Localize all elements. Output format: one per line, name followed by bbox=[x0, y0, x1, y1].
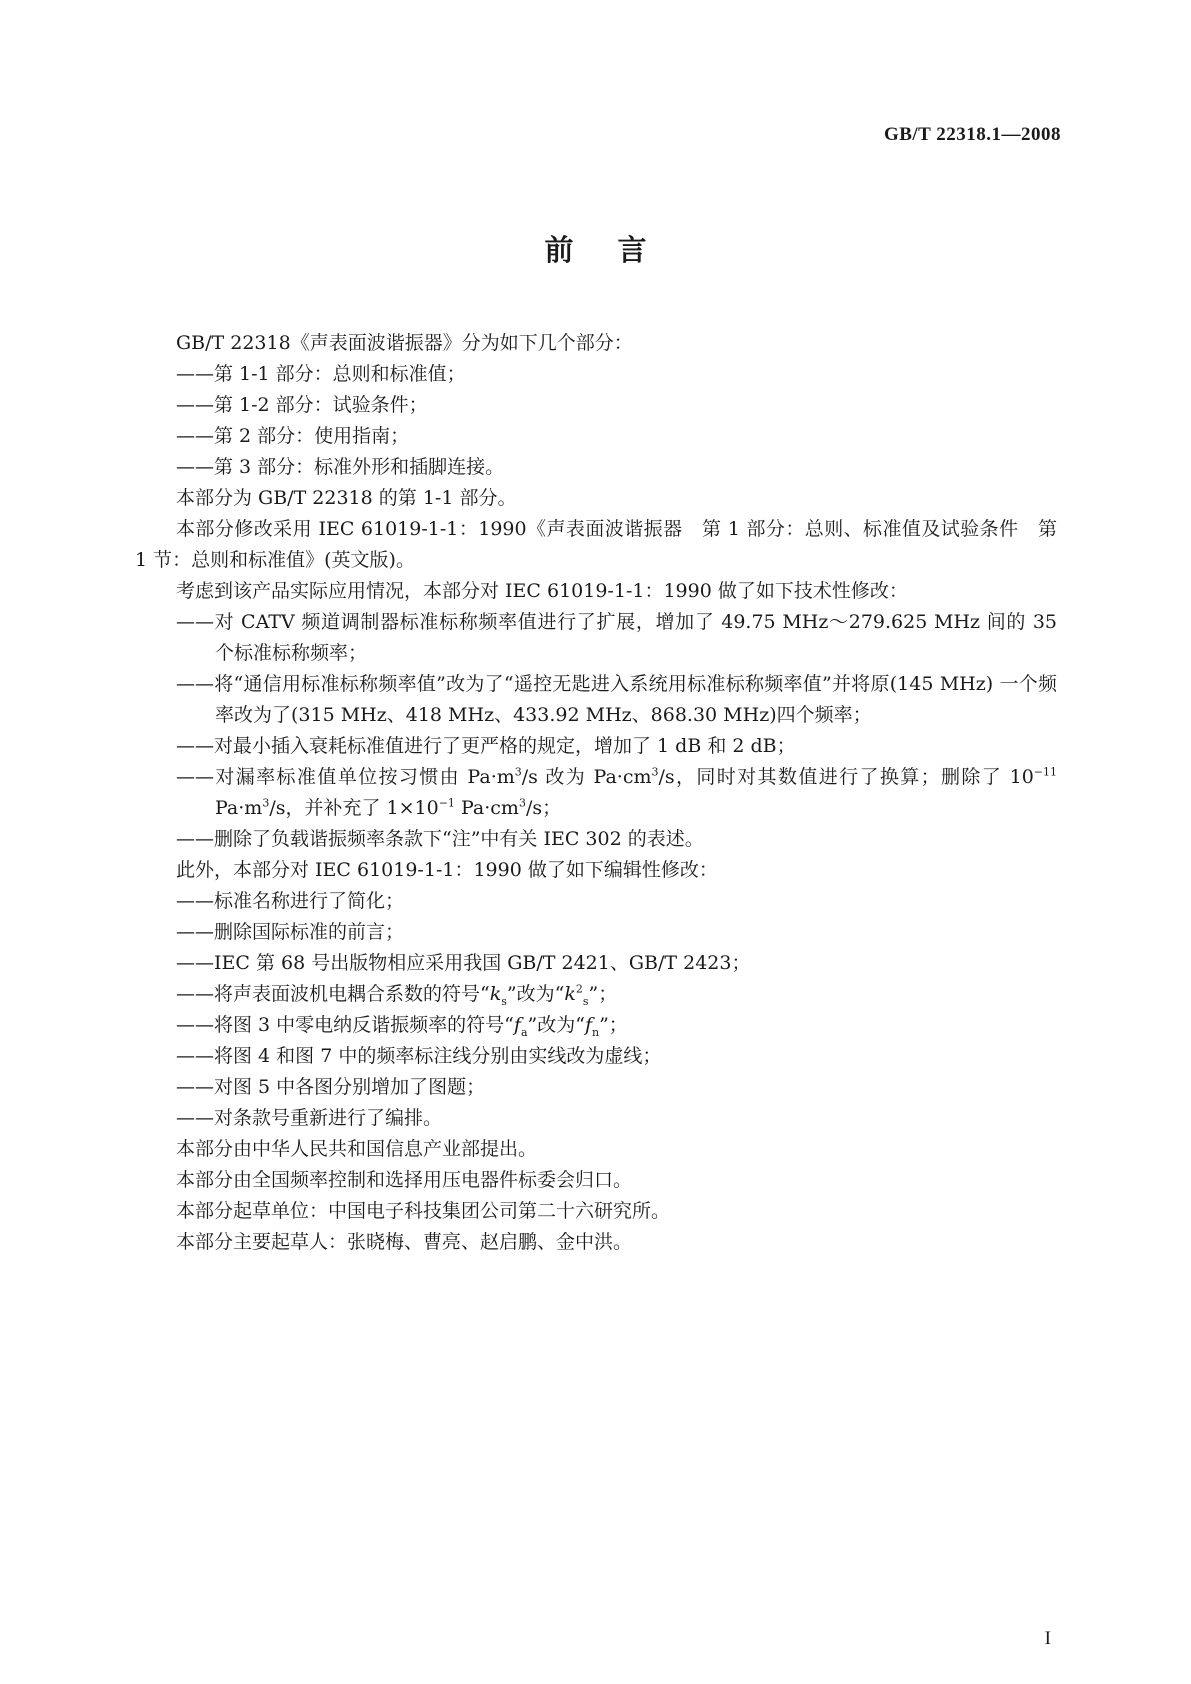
symbol-text: ——将图 3 中零电纳反谐振频率的符号“ bbox=[176, 1014, 514, 1036]
symbol-f: f bbox=[584, 1014, 592, 1036]
drafting-unit-paragraph: 本部分起草单位：中国电子科技集团公司第二十六研究所。 bbox=[176, 1200, 671, 1222]
symbol-subscript: s bbox=[582, 994, 589, 1008]
leak-text: ——对漏率标准值单位按习惯由 Pa·m bbox=[176, 766, 515, 788]
edit-change-item-frequency-symbol bbox=[135, 1010, 1057, 1041]
symbol-text: ”改为“ bbox=[527, 1014, 585, 1036]
page-number: I bbox=[1044, 1628, 1051, 1649]
symbol-text: ”； bbox=[588, 983, 618, 1005]
leak-exponent: 3 bbox=[514, 765, 522, 779]
symbol-text: ”改为“ bbox=[506, 983, 565, 1005]
symbol-text: ——将声表面波机电耦合系数的符号“ bbox=[176, 983, 490, 1005]
adoption-paragraph: 本部分修改采用 IEC 61019-1-1：1990《声表面波谐振器 第 1 部分：总则、标准值及试验条件 第 1 节：总则和标准值》(英文版)。 bbox=[135, 518, 1057, 571]
tech-change-item-leak-rate bbox=[135, 762, 1057, 824]
edit-change-item-coupling-symbol bbox=[135, 979, 1057, 1010]
tech-change-item: ——删除了负载谐振频率条款下“注”中有关 IEC 302 的表述。 bbox=[176, 828, 704, 850]
edit-change-item: ——将图 4 和图 7 中的频率标注线分别由实线改为虚线； bbox=[176, 1045, 662, 1067]
symbol-superscript: 2 bbox=[575, 982, 583, 996]
tech-changes-intro: 考虑到该产品实际应用情况，本部分对 IEC 61019-1-1：1990 做了如下技术性修改： bbox=[176, 580, 908, 602]
tech-change-item: ——将“通信用标准标称频率值”改为了“遥控无匙进入系统用标准标称频率值”并将原(145 MHz) 一个频率改为了(315 MHz、418 MHz、433.92 MHz、868.30 MHz)四个频率； bbox=[176, 673, 1057, 726]
leak-exponent: −11 bbox=[1033, 765, 1058, 779]
leak-exponent: −1 bbox=[438, 796, 455, 810]
foreword-body bbox=[135, 328, 1057, 1258]
page-title: 前言 bbox=[544, 233, 691, 267]
part-list-item: ——第 3 部分：标准外形和插脚连接。 bbox=[176, 456, 505, 478]
edit-change-item: ——对图 5 中各图分别增加了图题； bbox=[176, 1076, 486, 1098]
leak-exponent: 3 bbox=[651, 765, 659, 779]
leak-text: /s； bbox=[525, 797, 562, 819]
edit-change-item: ——对条款号重新进行了编排。 bbox=[176, 1107, 443, 1129]
symbol-k: k bbox=[489, 983, 502, 1005]
leak-text: Pa·cm bbox=[454, 797, 519, 819]
standard-code: GB/T 22318.1—2008 bbox=[883, 124, 1061, 145]
edit-change-item: ——标准名称进行了简化； bbox=[176, 890, 405, 912]
leak-exponent: 3 bbox=[262, 796, 270, 810]
edit-changes-intro: 此外，本部分对 IEC 61019-1-1：1990 做了如下编辑性修改： bbox=[176, 859, 718, 881]
part-list-item: ——第 1-1 部分：总则和标准值； bbox=[176, 363, 466, 385]
proposer-paragraph: 本部分由中华人民共和国信息产业部提出。 bbox=[176, 1138, 538, 1160]
symbol-subscript: n bbox=[591, 1025, 600, 1039]
leak-exponent: 3 bbox=[518, 796, 526, 810]
symbol-subscript: a bbox=[520, 1025, 528, 1039]
leak-text: /s，并补充了 1×10 bbox=[269, 797, 439, 819]
leak-text: Pa·m bbox=[215, 797, 263, 819]
intro-paragraph: GB/T 22318《声表面波谐振器》分为如下几个部分： bbox=[176, 332, 633, 354]
symbol-k: k bbox=[564, 983, 576, 1005]
tech-change-item: ——对最小插入衰耗标准值进行了更严格的规定，增加了 1 dB 和 2 dB； bbox=[176, 735, 796, 757]
leak-text: /s，同时对其数值进行了换算；删除了 10 bbox=[658, 766, 1034, 788]
symbol-f: f bbox=[513, 1014, 521, 1036]
edit-change-item: ——IEC 第 68 号出版物相应采用我国 GB/T 2421、GB/T 2423； bbox=[176, 952, 751, 974]
committee-paragraph: 本部分由全国频率控制和选择用压电器件标委会归口。 bbox=[176, 1169, 633, 1191]
part-list-item: ——第 1-2 部分：试验条件； bbox=[176, 394, 428, 416]
tech-change-item: ——对 CATV 频道调制器标准标称频率值进行了扩展，增加了 49.75 MHz～279.625 MHz 间的 35 个标准标称频率； bbox=[176, 611, 1057, 664]
leak-text: /s 改为 Pa·cm bbox=[521, 766, 652, 788]
symbol-text: ”； bbox=[599, 1014, 628, 1036]
part-list-item: ——第 2 部分：使用指南； bbox=[176, 425, 410, 447]
drafters-paragraph: 本部分主要起草人：张晓梅、曹亮、赵启鹏、金中洪。 bbox=[176, 1231, 633, 1253]
symbol-subscript: s bbox=[501, 994, 507, 1008]
this-part-paragraph: 本部分为 GB/T 22318 的第 1-1 部分。 bbox=[176, 487, 517, 509]
edit-change-item: ——删除国际标准的前言； bbox=[176, 921, 405, 943]
